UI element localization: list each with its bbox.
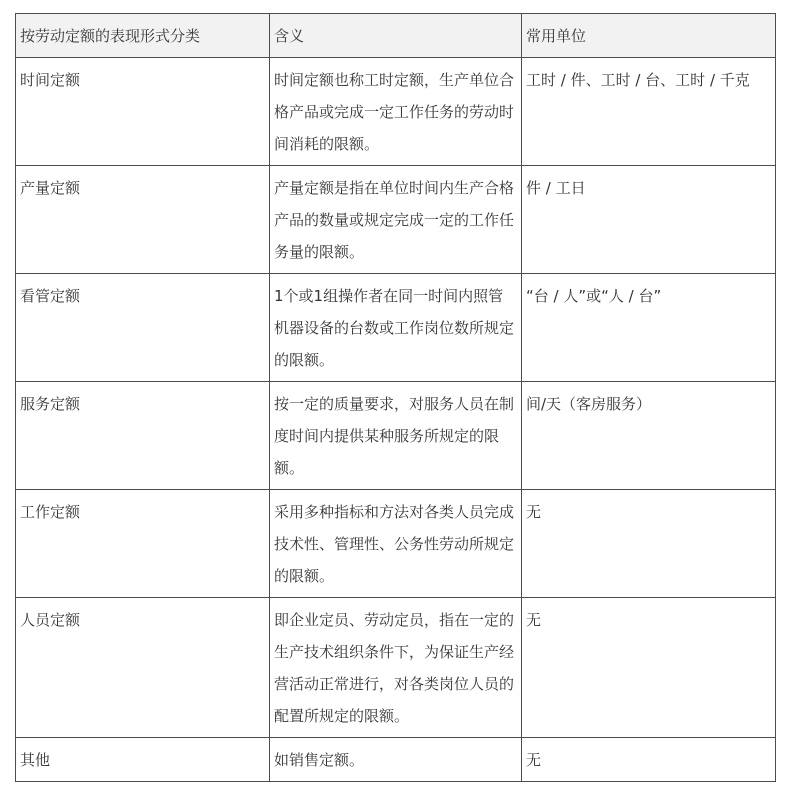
labor-quota-table <box>15 13 776 782</box>
header-row <box>16 14 776 58</box>
cell-unit: 无 <box>522 490 776 598</box>
cell-unit: 件 / 工日 <box>522 166 776 274</box>
table-row <box>16 598 776 738</box>
header-cell-unit: 常用单位 <box>522 14 776 58</box>
table-row <box>16 274 776 382</box>
cell-meaning: 时间定额也称工时定额，生产单位合格产品或完成一定工作任务的劳动时间消耗的限额。 <box>270 58 522 166</box>
table-row <box>16 166 776 274</box>
header-cell-meaning: 含义 <box>270 14 522 58</box>
cell-type: 看管定额 <box>16 274 270 382</box>
cell-meaning: 如销售定额。 <box>270 738 522 782</box>
cell-unit: 无 <box>522 738 776 782</box>
cell-meaning: 按一定的质量要求，对服务人员在制度时间内提供某种服务所规定的限额。 <box>270 382 522 490</box>
header-cell-type: 按劳动定额的表现形式分类 <box>16 14 270 58</box>
cell-type: 其他 <box>16 738 270 782</box>
cell-unit: “台 / 人”或“人 / 台” <box>522 274 776 382</box>
table-header <box>16 14 776 58</box>
cell-meaning: 即企业定员、劳动定员，指在一定的生产技术组织条件下，为保证生产经营活动正常进行，对各类岗位人员的配置所规定的限额。 <box>270 598 522 738</box>
cell-unit: 间/天（客房服务） <box>522 382 776 490</box>
cell-unit: 无 <box>522 598 776 738</box>
table-row <box>16 490 776 598</box>
cell-type: 工作定额 <box>16 490 270 598</box>
cell-type: 人员定额 <box>16 598 270 738</box>
cell-type: 服务定额 <box>16 382 270 490</box>
cell-meaning: 产量定额是指在单位时间内生产合格产品的数量或规定完成一定的工作任务量的限额。 <box>270 166 522 274</box>
cell-meaning: 采用多种指标和方法对各类人员完成技术性、管理性、公务性劳动所规定的限额。 <box>270 490 522 598</box>
table-row <box>16 58 776 166</box>
cell-type: 时间定额 <box>16 58 270 166</box>
cell-type: 产量定额 <box>16 166 270 274</box>
table-row <box>16 382 776 490</box>
table-body <box>16 58 776 782</box>
table-row <box>16 738 776 782</box>
cell-meaning: 1个或1组操作者在同一时间内照管机器设备的台数或工作岗位数所规定的限额。 <box>270 274 522 382</box>
cell-unit: 工时 / 件、工时 / 台、工时 / 千克 <box>522 58 776 166</box>
